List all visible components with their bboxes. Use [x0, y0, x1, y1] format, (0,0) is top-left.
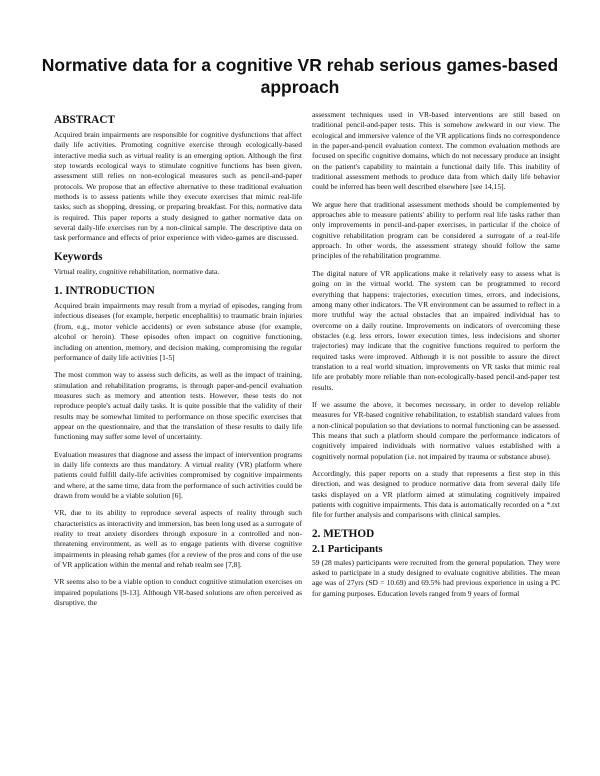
participants-heading: 2.1 Participants: [312, 543, 383, 555]
intro-paragraph-5: VR seems also to be a viable option to conduct cognitive stimulation exercises on impaired populations [9-13]. Although VR-based solutions are often perceived as disruptive, the: [54, 577, 302, 608]
keywords-text: Virtual reality, cognitive rehabilitation, normative data.: [54, 266, 220, 276]
paper-title: Normative data for a cognitive VR rehab serious games-based approach: [41, 55, 559, 97]
intro-paragraph-3: Evaluation measures that diagnose and assess the impact of intervention programs in daily life contexts are thus mandatory. A virtual reality (VR) platform where patients could fulfill daily-life activities compromised by cognitive impairments and where, at the same time, data from the performance of such activities could be drawn from would be a viable solution [6].: [54, 449, 302, 500]
abstract-heading: ABSTRACT: [54, 114, 115, 126]
introduction-heading: 1. INTRODUCTION: [54, 285, 155, 298]
participants-text: 59 (28 males) participants were recruited from the general population. They were asked to participate in a study designed to evaluate cognitive abilities. The mean age was of 27yrs (SD = 10.69) and 69.5% had previous experience in using a PC for gaming purposes. Education levels ranged from 9 years of formal: [312, 557, 560, 598]
intro-paragraph-4: VR, due to its ability to reproduce several aspects of reality through such characteristics as interactivity and immersion, has been long used as a surrogate of reality to treat anxiety disorders through exposure in a controlled and non-threatening environment, as well as to engage patients with diverse cognitive impairments in pleasing rehab games (for a review of the pros and cons of the use of VR application within the mental and rehab realm see [7,8].: [54, 508, 302, 570]
right-paragraph-4: If we assume the above, it becomes necessary, in order to develop reliable measures for VR-based cognitive rehabilitation, to establish standard values from a non-clinical population so that deviations to normal functioning can be assessed. This means that such a platform should compare the performance indicators of cognitively impaired individuals with normative values established with a cognitively normal population (i.e. not impaired by trauma or substance abuse).: [312, 399, 560, 461]
right-paragraph-1: assessment techniques used in VR-based interventions are still based on traditional pencil-and-paper tests. This is somehow awkward in our view. The ecological and immersive valence of the VR applications finds no correspondence in the paper-and-pencil evaluation context. The common evaluation methods are focused on specific cognitive domains, which do not necessary produce an insight on the patient's capability to maintain a functional daily life. This inability of traditional assessment methods to produce data from which daily life behavior could be inferred has been well described elsewhere [see 14,15].: [312, 110, 560, 192]
method-heading: 2. METHOD: [312, 527, 375, 540]
keywords-heading: Keywords: [54, 250, 103, 263]
abstract-text: Acquired brain impairments are responsible for cognitive dysfunctions that affect daily life activities. Promoting cognitive exercise through ecologically-based interactive media such as virtual reality is an emerging option. Although the first step towards ecological ways to stimulate cognitive functions has been given, assessment still relies on non-ecological measures such as pencil-and-paper protocols. We propose that an effective alternative to these traditional evaluation methods is to assess patients while they execute exercises that mimic real-life tasks, such as shopping, dressing, or preparing breakfast. For this, normative data is required. This paper reports a study designed to gather normative data on several daily-life exercises run by a non-clinical sample. The descriptive data on task performance and effects of prior experience with video-games are discussed.: [54, 130, 302, 243]
right-column: [312, 110, 560, 606]
left-column: [54, 112, 302, 615]
right-paragraph-3: The digital nature of VR applications make it relatively easy to assess what is going on in the virtual world. The system can be programmed to record everything that happens: trajectories, execution times, errors, and indecisions, among many other indicators. The VR environment can be assumed to reflect in a more truthful way the actual obstacles that an impaired individual has to overcome on a daily routine. Improvements on indicators of overcoming these obstacles (e.g. less errors, lower execution times, less indecisions and shorter trajectories) may indicate that the cognitive functions required to perform the required tasks were improved. Although it is not possible to assure the direct translation to a real world situation, improvements on VR tasks that mimic real life are probably more reliable than non-ecologically-based pencil-and-paper test results.: [312, 268, 560, 392]
intro-paragraph-1: Acquired brain impairments may result from a myriad of episodes, ranging from infectious diseases (for example, herpetic encephalitis) to traumatic brain injuries (from, e.g., motor vehicle accidents) or even substance abuse (for example, alcohol or heroin). These episodes often impact on cognitive functioning, including on attention, memory, and decision making, compromising the regular performance of daily life activities [1-5]: [54, 301, 302, 362]
right-paragraph-5: Accordingly, this paper reports on a study that represents a first step in this direction, and was designed to produce normative data from several daily life tasks displayed on a VR platform aimed at stimulating cognitively impaired patients with cognitive impairments. This data is automatically recorded on a *.txt file for further analysis and comparisons with clinical samples.: [312, 469, 560, 520]
right-paragraph-2: We argue here that traditional assessment methods should be complemented by approaches able to measure patients' ability to perform real life tasks rather than only improvements in pencil-and-paper exercises, in particular if the choice of cognitive rehabilitation program can be considered a surrogate of a real-life approach. In other words, the assessment strategy should follow the same principles of the rehabilitation programme.: [312, 199, 560, 261]
intro-paragraph-2: The most common way to assess such deficits, as well as the impact of training, stimulation and rehabilitation programs, is through paper-and-pencil evaluation measures such as memory and attention tests. However, these tests do not reproduce people's actual daily tasks. It is quite possible that the validity of their results may be somewhat limited to performance on those specific exercises that appear on the questionnaire, and that the translation of these results to daily life functioning may suffer some level of uncertainty.: [54, 370, 302, 442]
